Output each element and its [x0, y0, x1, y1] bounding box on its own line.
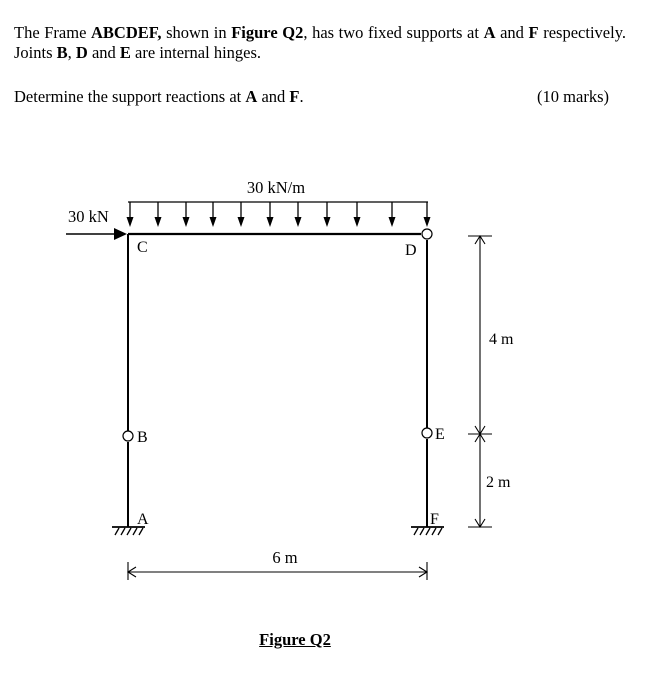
- udl-arrow-head: [267, 217, 274, 227]
- node-label-f: F: [430, 511, 439, 528]
- node-label-e: E: [435, 426, 445, 443]
- node-label-b: B: [137, 429, 148, 446]
- marks-label: (10 marks): [537, 87, 609, 106]
- hinge-e: [422, 428, 432, 438]
- figure-ref: Figure Q2: [231, 23, 304, 42]
- dim-upper-label: 4 m: [489, 331, 514, 348]
- udl-arrow-head: [354, 217, 361, 227]
- point-load-arrow: [66, 228, 127, 240]
- udl-arrow-head: [389, 217, 396, 227]
- udl-arrow-head: [127, 217, 134, 227]
- udl-label: 30 kN/m: [246, 178, 306, 197]
- point-load-label: 30 kN: [68, 207, 109, 226]
- udl-arrow-head: [295, 217, 302, 227]
- distributed-load: [127, 202, 431, 227]
- frame-members: [128, 234, 427, 527]
- figure-caption: Figure Q2: [259, 630, 331, 649]
- question-task: Determine the support reactions at A and F.: [14, 87, 304, 106]
- fixed-support-a: [112, 527, 145, 535]
- hinge-b: [123, 431, 133, 441]
- udl-arrow-head: [155, 217, 162, 227]
- hinge-d: [422, 229, 432, 239]
- udl-arrow-head: [324, 217, 331, 227]
- fixed-support-f: [411, 527, 444, 535]
- udl-arrow-head: [210, 217, 217, 227]
- dim-lower-label: 2 m: [486, 474, 511, 491]
- node-label-a: A: [137, 511, 149, 528]
- udl-arrow-head: [183, 217, 190, 227]
- udl-arrow-head: [424, 217, 431, 227]
- udl-arrows: [127, 202, 431, 227]
- node-label-c: C: [137, 239, 148, 256]
- node-label-d: D: [405, 242, 417, 259]
- udl-arrow-head: [238, 217, 245, 227]
- question-intro: The Frame ABCDEF, shown in Figure Q2, has two fixed supports at A and F respectively. Joints B, D and E are internal hinges.: [14, 23, 626, 62]
- dim-span-label: 6 m: [272, 548, 298, 567]
- frame-name: ABCDEF,: [91, 23, 162, 42]
